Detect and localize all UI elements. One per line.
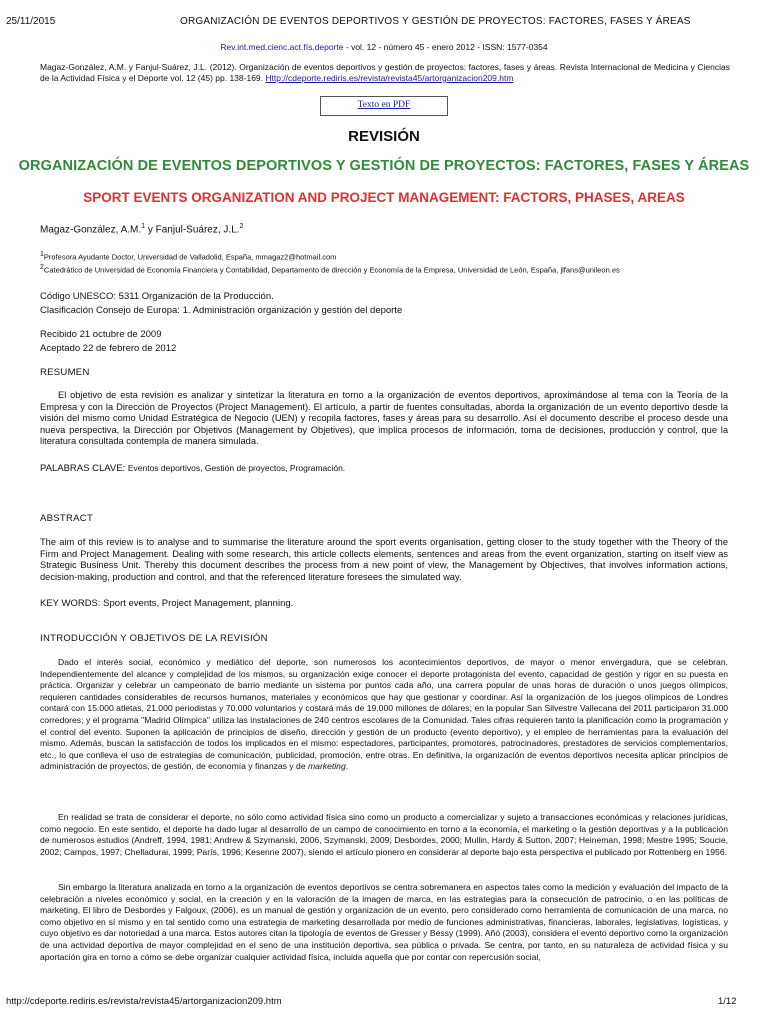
print-date: 25/11/2015 xyxy=(6,16,56,27)
resumen-text: El objetivo de esta revisión es analizar y sintetizar la literatura en torno a la organización de eventos deportivos, aproximándose al tema con la Teoría de la Empresa y con la Dirección de Proyectos (Project Management). El artículo, a partir de fuentes consultadas, aborda la organización de un evento deportivo desde la visión del mismo como Unidad Estratégica de Negocio (UEN) y recopila factores, fases y áreas para su desarrollo. Así el documento describe el proceso desde una nueva perspectiva, la Dirección por Objetivos (Management by Objetives), que implica procesos de información, toma de decisiones, producción y control, que la literatura consultada contempla de manera simulada. xyxy=(40,390,728,447)
section-title: REVISIÓN xyxy=(348,128,420,145)
affiliation-1-number: 1 xyxy=(40,251,44,258)
intro-paragraph-1-italic: marketing xyxy=(308,761,346,772)
citation-url-link[interactable]: Http://cdeporte.rediris.es/revista/revista45/artorganizacion209.htm xyxy=(265,73,514,83)
received-date: Recibido 21 octubre de 2009 xyxy=(40,329,162,340)
unesco-code: Código UNESCO: 5311 Organización de la Producción. xyxy=(40,291,274,302)
intro-heading: INTRODUCCIÓN Y OBJETIVOS DE LA REVISIÓN xyxy=(40,633,268,644)
pdf-link-box[interactable] xyxy=(320,96,448,116)
author-1: Magaz-González, A.M. xyxy=(40,224,142,236)
intro-paragraph-3: Sin embargo la literatura analizada en torno a la organización de eventos deportivos se centra sobremanera en aspectos tales como la medición y evaluación del impacto de la celebración a niveles económico y social, en la creación y en la valoración de la imagen de marca, en las estrategias para la consecución de patrocinio, o en las políticas de marketing, El libro de Desbordes y Falgoux, (2006), es un manual de gestión y organización de un evento, pero considerado como herramienta de comunicación de una marca, no como objetivo en sí mismo y en tal sentido como una estrategia de marketing desarrollada por medio de funciones administrativas, financieras, laborales, legislativas, logísticas, y cuyo objetivo es dar notoriedad a una marca. Estos autores citan la tipología de eventos de Gresser y Bessy (1999). Añó (2003), considera el evento deportivo como la organización de una actividad deportiva de mayor complejidad en el seno de una institución deportiva, sea pública o privada. Se centra, por tanto, en su naturaleza de actividad física y su aportación gira en torno a cómo se debe organizar cualquier actividad física, incluida aquella que por contar con repercusión social, xyxy=(40,882,728,962)
author-1-sup: 1 xyxy=(141,223,146,230)
pdf-link[interactable]: Texto en PDF xyxy=(357,100,411,110)
footer-page-number: 1/12 xyxy=(718,996,737,1007)
affiliation-2-text: Catedrático de Universidad de Economía Financiera y Contabilidad, Departamento de dirección y Economía de la Empresa, Universidad de León, España, jlfans@unileon.es xyxy=(43,265,620,275)
palabras-clave-text: Eventos deportivos, Gestión de proyectos, Programación. xyxy=(127,463,346,473)
abstract-text: The aim of this review is to analyse and to summarise the literature around the sport events organisation, getting closer to the study together with the Theory of the Firm and Project Management. Dealing with some research, this article collects elements, sentences and areas from the event organization, starting on itself view as Strategic Business Unit. Thereby this document describes the process from a new point of view, the Management by Objectives, that involves information actions, decision-making, production and control, and that the referenced literature foresees the simulated way. xyxy=(40,537,728,582)
key-words: KEY WORDS: Sport events, Project Management, planning. xyxy=(40,598,294,609)
palabras-clave-label: PALABRAS CLAVE: xyxy=(40,463,128,474)
author-2: y Fanjul-Suárez, J.L. xyxy=(145,224,240,236)
article-title-en: SPORT EVENTS ORGANIZATION AND PROJECT MANAGEMENT: FACTORS, PHASES, AREAS xyxy=(83,190,685,205)
abstract-heading: ABSTRACT xyxy=(40,513,94,524)
journal-line xyxy=(0,42,768,52)
intro-paragraph-2: En realidad se trata de considerar el deporte, no sólo como actividad física sino como un producto a comercializar y sujeto a transacciones económicas y relaciones jurídicas, como negocio. En este sentido, el deporte ha dado lugar al desarrollo de un campo de conocimiento en torno a la economía, el marketing o la gestión deportivas y a la publicación de numerosos estudios (Andreff, 1994, 1981; Andrew & Szymanski, 2006, Szymanski, 2009; Desbordes, 2000; Mullin, Hardy & Sutton, 2007; Heineman, 1998; Mestre 1995; Soucie, 2002; Campos, 1997; Chelladurai, 1999; París, 1996; Kesenne 2007), siendo el artículo pionero en considerar al deporte bajo esta perspectiva el publicado por Rottenberg en 1956. xyxy=(40,812,728,857)
affiliation-2 xyxy=(40,264,740,275)
accepted-date: Aceptado 22 de febrero de 2012 xyxy=(40,343,177,354)
article-title-es: ORGANIZACIÓN DE EVENTOS DEPORTIVOS Y GESTIÓN DE PROYECTOS: FACTORES, FASES Y ÁREAS xyxy=(18,158,750,174)
affiliation-1 xyxy=(40,251,740,262)
council-classification: Clasificación Consejo de Europa: 1. Administración organización y gestión del deporte xyxy=(40,305,403,316)
resumen-heading: RESUMEN xyxy=(40,367,90,378)
journal-issue: - vol. 12 - número 45 - enero 2012 - ISSN: 1577-0354 xyxy=(343,42,548,52)
print-header-title: ORGANIZACIÓN DE EVENTOS DEPORTIVOS Y GESTIÓN DE PROYECTOS: FACTORES, FASES Y ÁREAS xyxy=(180,16,691,27)
citation xyxy=(40,62,730,84)
footer-url: http://cdeporte.rediris.es/revista/revista45/artorganizacion209.htm xyxy=(6,996,282,1007)
journal-link[interactable]: Rev.int.med.cienc.act.fís.deporte xyxy=(220,42,344,52)
intro-paragraph-1-text: Dado el interés social, económico y mediático del deporte, son numerosos los acontecimientos deportivos, de mayor o menor envergadura, que se celebran. Independientemente del alcance y complejidad de los mismos, su organización exige conocer el deporte protagonista del evento, capacidad de gestión y rigor en su puesta en práctica. Organizar y celebrar un campeonato de barrio mediante un sistema por puntos cada año, una carrera popular de unas horas de duración o unos juegos olímpicos, requieren cantidades considerables de recursos humanos, materiales y económicos que hay que gestionar y coordinar. Así la organización de los juegos olímpicos de Londres contará con 15.000 atletas, 21.000 periodistas y 70.000 voluntarios y costará más de 19.000 millones de dólares; en la popular San Silvestre Vallecana del 2011 participaron 31.000 corredores; y el programa "Madrid Olímpica" utiliza las instalaciones de 240 centros escolares de la Comunidad. Tales cifras requieren tanto la planificación como la programación y el control del evento. Suponen la aplicación de principios de diseño, dirección y gestión de un producto (evento deportivo), y el empleo de herramientas para la evaluación del mismo. Además, buscan la satisfacción de todos los implicados en el mismo: espectadores, participantes, promotores, patrocinadores, prestadores de servicios complementarios, etc., lo que conlleva el uso de estrategias de comunicación, publicidad, promoción, entre otras. En definitiva, la organización de eventos deportivos necesita aplicar principios de administración de proyectos, de gestión, de economía y finanzas y de xyxy=(40,657,728,772)
citation-text: Magaz-González, A.M. y Fanjul-Suárez, J.L. (2012). Organización de eventos deportivos y gestión de proyectos: factores, fases y áreas. Revista Internacional de Medicina y Ciencias de la Actividad Física y el Deporte vol. 12 (45) pp. 138-169. xyxy=(40,62,730,83)
affiliation-2-number: 2 xyxy=(40,264,44,271)
intro-paragraph-1-end: . xyxy=(345,761,349,772)
authors xyxy=(40,223,243,235)
author-2-sup: 2 xyxy=(239,223,244,230)
intro-paragraph-1 xyxy=(40,657,728,773)
palabras-clave xyxy=(40,463,345,474)
affiliation-1-text: Profesora Ayudante Doctor, Universidad de Valladolid, España, mmagaz2@hotmail.com xyxy=(43,252,337,262)
